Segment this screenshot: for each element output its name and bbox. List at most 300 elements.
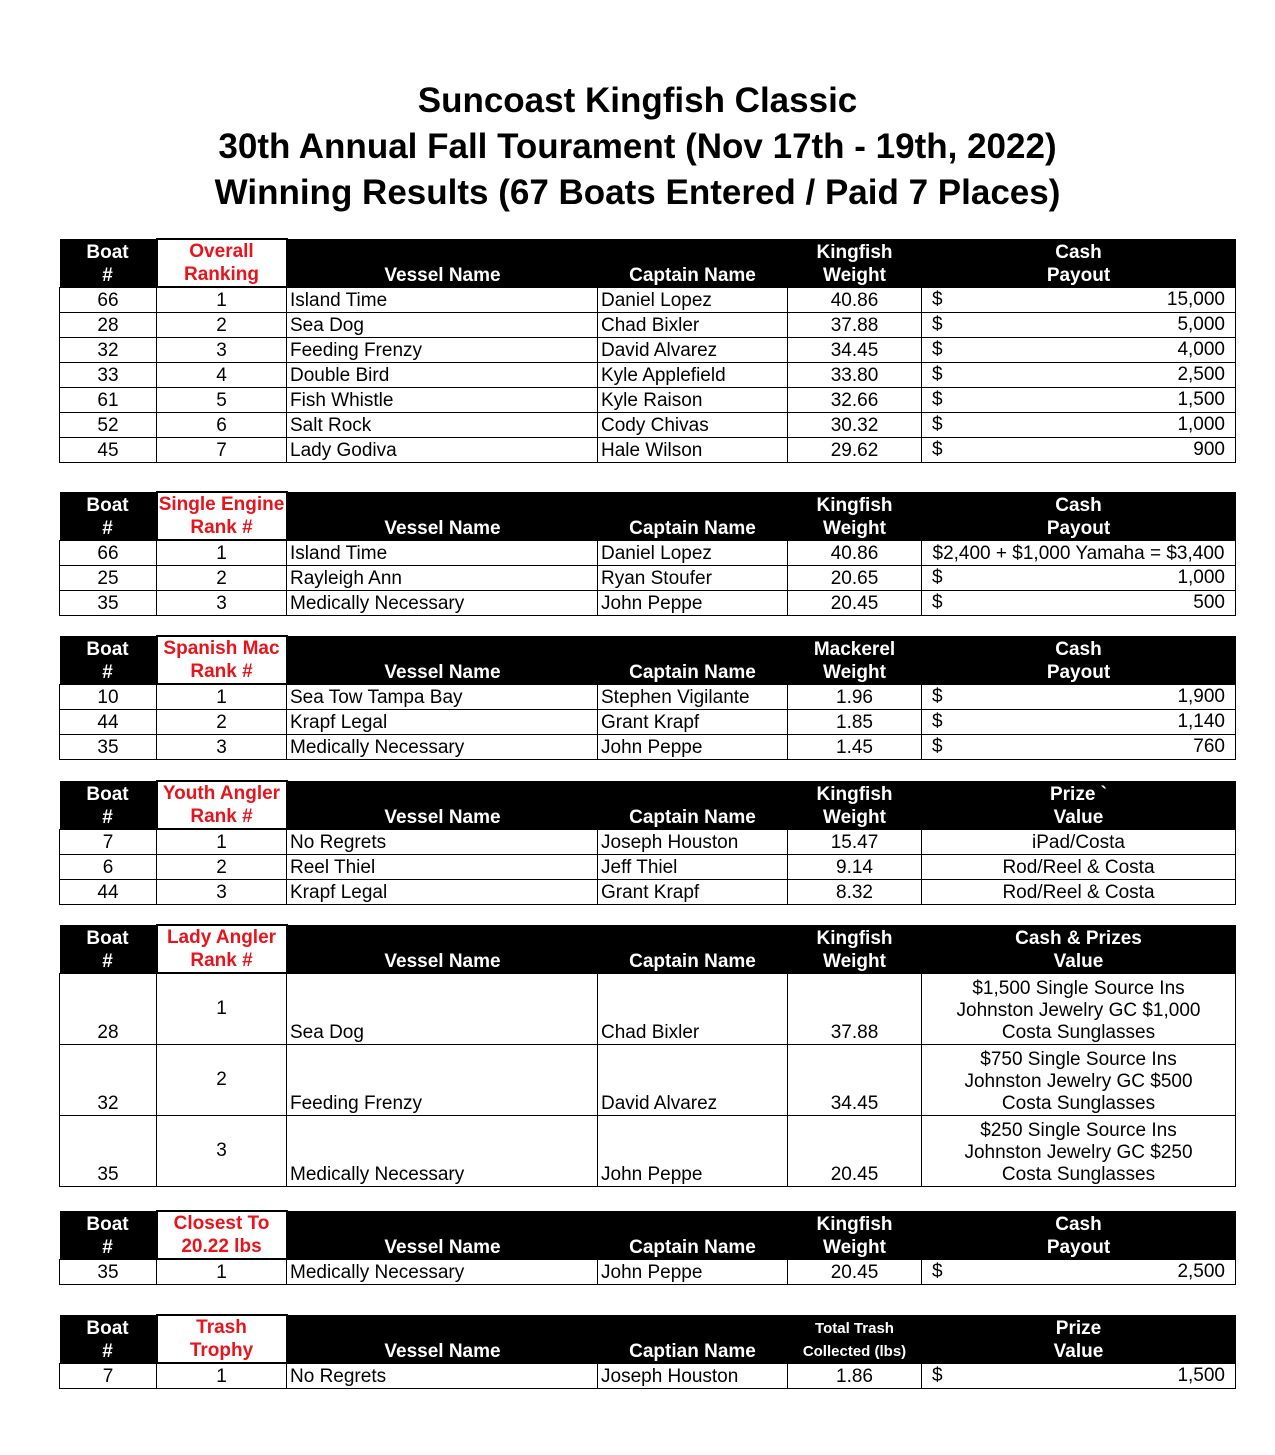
captain-name-cell: Daniel Lopez (598, 287, 788, 313)
currency-symbol: $ (932, 289, 943, 310)
prize-cell (922, 1045, 1236, 1116)
vessel-name-cell: Feeding Frenzy (287, 1045, 598, 1116)
table-row (60, 540, 1236, 566)
prize-cell: $2,400 + $1,000 Yamaha = $3,400 (922, 540, 1236, 566)
captain-name-cell: Grant Krapf (598, 880, 788, 905)
rank-cell: 1 (157, 287, 287, 313)
header-prize-line: Prize ` (1049, 783, 1108, 805)
payout-cell (922, 287, 1236, 313)
header-weight-line: Kingfish (816, 241, 893, 263)
vessel-name-cell: Reel Thiel (287, 855, 598, 880)
header-rank-line: Rank # (190, 806, 253, 827)
captain-name-cell: John Peppe (598, 1259, 788, 1285)
table-row (60, 338, 1236, 363)
rank-cell: 3 (157, 880, 287, 905)
rank-cell: 3 (157, 1116, 287, 1187)
header-weight-line: Weight (823, 1236, 886, 1258)
vessel-name-cell: Feeding Frenzy (287, 338, 598, 363)
header-weight-line: Kingfish (816, 1213, 893, 1235)
rank-cell: 2 (157, 710, 287, 735)
header-captain-name: Captain Name (598, 925, 788, 973)
header-boat-number (60, 492, 157, 540)
header-vessel-name: Vessel Name (287, 636, 598, 684)
header-boat-number-line: Boat (86, 783, 129, 805)
currency-symbol: $ (932, 592, 943, 613)
rank-cell: 1 (157, 684, 287, 710)
payout-amount: 1,500 (1177, 1365, 1225, 1386)
vessel-name-cell: Fish Whistle (287, 388, 598, 413)
header-weight-line: Weight (823, 950, 886, 972)
results-table-5 (59, 924, 1236, 1187)
header-boat-number-line: Boat (86, 927, 129, 949)
header-weight (788, 492, 922, 540)
boat-number-cell: 32 (60, 1045, 157, 1116)
weight-cell: 34.45 (788, 1045, 922, 1116)
header-vessel-name: Vessel Name (287, 1315, 598, 1363)
header-rank-line: Rank # (190, 950, 253, 971)
header-prize-line: Value (1053, 806, 1104, 828)
boat-number-cell: 66 (60, 540, 157, 566)
vessel-name-cell: Sea Dog (287, 313, 598, 338)
header-weight (788, 1315, 922, 1363)
header-prize (922, 1315, 1236, 1363)
table-row (60, 855, 1236, 880)
payout-cell (922, 363, 1236, 388)
prize-cell: Rod/Reel & Costa (922, 880, 1236, 905)
table-row (60, 1363, 1236, 1389)
header-vessel-name: Vessel Name (287, 1211, 598, 1259)
header-prize-line: Prize (1055, 1317, 1102, 1339)
currency-symbol: $ (932, 736, 943, 757)
prize-line: Johnston Jewelry GC $250 (964, 1142, 1193, 1163)
header-prize (922, 492, 1236, 540)
prize-line: Johnston Jewelry GC $500 (964, 1071, 1193, 1092)
header-weight-line: Kingfish (816, 783, 893, 805)
weight-cell: 33.80 (788, 363, 922, 388)
header-weight-line: Kingfish (816, 927, 893, 949)
table-row (60, 388, 1236, 413)
weight-cell: 9.14 (788, 855, 922, 880)
table-row (60, 735, 1236, 760)
vessel-name-cell: Double Bird (287, 363, 598, 388)
weight-cell: 1.96 (788, 684, 922, 710)
captain-name-cell: Cody Chivas (598, 413, 788, 438)
currency-symbol: $ (932, 1365, 943, 1386)
boat-number-cell: 45 (60, 438, 157, 463)
boat-number-cell: 44 (60, 880, 157, 905)
boat-number-cell: 35 (60, 591, 157, 616)
header-rank-line: Closest To (173, 1213, 270, 1234)
prize-cell: iPad/Costa (922, 829, 1236, 855)
weight-cell: 40.86 (788, 540, 922, 566)
table-row (60, 1259, 1236, 1285)
rank-cell: 1 (157, 1363, 287, 1389)
vessel-name-cell: Lady Godiva (287, 438, 598, 463)
header-boat-number (60, 636, 157, 684)
header-rank-line: Ranking (184, 264, 259, 285)
rank-cell: 1 (157, 973, 287, 1045)
captain-name-cell: Stephen Vigilante (598, 684, 788, 710)
header-boat-number-line: # (102, 1340, 113, 1362)
header-captain-name: Captian Name (598, 1315, 788, 1363)
captain-name-cell: Kyle Applefield (598, 363, 788, 388)
header-prize (922, 1211, 1236, 1259)
weight-cell: 37.88 (788, 973, 922, 1045)
prize-line: Costa Sunglasses (1001, 1022, 1156, 1043)
header-boat-number (60, 781, 157, 829)
vessel-name-cell: Medically Necessary (287, 1259, 598, 1285)
rank-cell: 4 (157, 363, 287, 388)
currency-symbol: $ (932, 364, 943, 385)
captain-name-cell: Chad Bixler (598, 313, 788, 338)
prize-line: $1,500 Single Source Ins (972, 978, 1185, 999)
rank-cell: 5 (157, 388, 287, 413)
header-boat-number-line: Boat (86, 1213, 129, 1235)
rank-cell: 3 (157, 735, 287, 760)
currency-symbol: $ (932, 414, 943, 435)
table-row (60, 591, 1236, 616)
table-row (60, 710, 1236, 735)
results-table-1 (59, 238, 1236, 463)
rank-cell: 1 (157, 1259, 287, 1285)
title-line-2: 30th Annual Fall Tourament (Nov 17th - 19th, 2022) (218, 127, 1057, 166)
vessel-name-cell: Krapf Legal (287, 710, 598, 735)
weight-cell: 20.45 (788, 1259, 922, 1285)
payout-cell (922, 338, 1236, 363)
table-header-row (60, 239, 1236, 287)
header-rank-line: Single Engine (158, 494, 285, 515)
payout-amount: 4,000 (1177, 339, 1225, 360)
header-prize-line: Cash & Prizes (1015, 927, 1142, 949)
payout-cell (922, 684, 1236, 710)
rank-cell: 1 (157, 829, 287, 855)
header-rank-line: Rank # (190, 517, 253, 538)
weight-cell: 30.32 (788, 413, 922, 438)
header-captain-name: Captain Name (598, 239, 788, 287)
title-line-3: Winning Results (67 Boats Entered / Paid 7 Places) (214, 173, 1061, 212)
header-rank-line: Rank # (190, 661, 253, 682)
boat-number-cell: 28 (60, 973, 157, 1045)
vessel-name-cell: Island Time (287, 287, 598, 313)
table-header-row (60, 492, 1236, 540)
header-vessel-name: Vessel Name (287, 492, 598, 540)
payout-amount: 15,000 (1166, 289, 1225, 310)
header-rank (157, 1211, 287, 1259)
table-row (60, 684, 1236, 710)
header-weight-line: Collected (lbs) (802, 1342, 907, 1360)
results-table-4 (59, 780, 1236, 905)
vessel-name-cell: Medically Necessary (287, 591, 598, 616)
captain-name-cell: Joseph Houston (598, 1363, 788, 1389)
vessel-name-cell: Sea Dog (287, 973, 598, 1045)
vessel-name-cell: Island Time (287, 540, 598, 566)
table-header-row (60, 1211, 1236, 1259)
header-weight (788, 1211, 922, 1259)
results-table-6 (59, 1210, 1236, 1285)
currency-symbol: $ (932, 314, 943, 335)
vessel-name-cell: Sea Tow Tampa Bay (287, 684, 598, 710)
table-header-row (60, 781, 1236, 829)
header-weight (788, 636, 922, 684)
boat-number-cell: 66 (60, 287, 157, 313)
payout-amount: 5,000 (1177, 314, 1225, 335)
header-prize (922, 925, 1236, 973)
rank-cell: 7 (157, 438, 287, 463)
header-vessel-name: Vessel Name (287, 781, 598, 829)
header-weight-line: Weight (823, 517, 886, 539)
header-boat-number-line: # (102, 517, 113, 539)
table-row (60, 413, 1236, 438)
boat-number-cell: 61 (60, 388, 157, 413)
weight-cell: 37.88 (788, 313, 922, 338)
prize-line: $250 Single Source Ins (980, 1120, 1177, 1141)
weight-cell: 1.86 (788, 1363, 922, 1389)
header-rank (157, 636, 287, 684)
header-prize-line: Cash (1055, 494, 1102, 516)
header-prize-line: Cash (1055, 241, 1102, 263)
header-weight-line: Mackerel (813, 638, 896, 660)
results-table-7 (59, 1314, 1236, 1389)
results-table-3 (59, 635, 1236, 760)
rank-cell: 2 (157, 313, 287, 338)
boat-number-cell: 32 (60, 338, 157, 363)
header-weight-line: Weight (823, 806, 886, 828)
header-boat-number-line: Boat (86, 494, 129, 516)
title-line-1: Suncoast Kingfish Classic (417, 81, 858, 120)
header-boat-number (60, 1211, 157, 1259)
captain-name-cell: John Peppe (598, 591, 788, 616)
header-prize-line: Payout (1046, 264, 1111, 286)
document-title (0, 78, 1275, 216)
vessel-name-cell: No Regrets (287, 829, 598, 855)
currency-symbol: $ (932, 439, 943, 460)
header-prize-line: Value (1053, 950, 1104, 972)
rank-cell: 3 (157, 338, 287, 363)
rank-cell: 2 (157, 566, 287, 591)
prize-line: Costa Sunglasses (1001, 1164, 1156, 1185)
rank-cell: 2 (157, 1045, 287, 1116)
captain-name-cell: Daniel Lopez (598, 540, 788, 566)
currency-symbol: $ (932, 567, 943, 588)
header-captain-name: Captain Name (598, 636, 788, 684)
header-boat-number-line: # (102, 950, 113, 972)
header-boat-number-line: Boat (86, 241, 129, 263)
header-prize (922, 781, 1236, 829)
weight-cell: 20.65 (788, 566, 922, 591)
header-prize-line: Value (1053, 1340, 1104, 1362)
boat-number-cell: 35 (60, 735, 157, 760)
header-boat-number-line: # (102, 1236, 113, 1258)
payout-amount: 1,900 (1177, 686, 1225, 707)
weight-cell: 1.85 (788, 710, 922, 735)
table-row (60, 363, 1236, 388)
header-rank-line: Spanish Mac (163, 638, 280, 659)
payout-cell (922, 438, 1236, 463)
payout-cell (922, 566, 1236, 591)
payout-amount: 1,500 (1177, 389, 1225, 410)
header-captain-name: Captain Name (598, 492, 788, 540)
weight-cell: 29.62 (788, 438, 922, 463)
table-row (60, 313, 1236, 338)
payout-cell (922, 591, 1236, 616)
header-rank (157, 492, 287, 540)
boat-number-cell: 10 (60, 684, 157, 710)
header-weight (788, 239, 922, 287)
weight-cell: 20.45 (788, 591, 922, 616)
vessel-name-cell: Medically Necessary (287, 735, 598, 760)
header-boat-number-line: # (102, 661, 113, 683)
table-row (60, 880, 1236, 905)
header-boat-number-line: Boat (86, 1317, 129, 1339)
header-weight-line: Weight (823, 264, 886, 286)
rank-cell: 3 (157, 591, 287, 616)
weight-cell: 32.66 (788, 388, 922, 413)
captain-name-cell: Grant Krapf (598, 710, 788, 735)
header-weight (788, 781, 922, 829)
header-weight-line: Weight (823, 661, 886, 683)
table-header-row (60, 636, 1236, 684)
header-rank-line: Overall (189, 241, 254, 262)
boat-number-cell: 35 (60, 1116, 157, 1187)
header-weight-line: Kingfish (816, 494, 893, 516)
prize-cell (922, 973, 1236, 1045)
payout-cell (922, 1363, 1236, 1389)
vessel-name-cell: Salt Rock (287, 413, 598, 438)
header-rank-line: Trophy (189, 1340, 254, 1361)
header-prize-line: Payout (1046, 517, 1111, 539)
table-header-row (60, 925, 1236, 973)
header-rank (157, 1315, 287, 1363)
payout-cell (922, 313, 1236, 338)
header-prize-line: Cash (1055, 638, 1102, 660)
captain-name-cell: Jeff Thiel (598, 855, 788, 880)
captain-name-cell: Kyle Raison (598, 388, 788, 413)
currency-symbol: $ (932, 339, 943, 360)
captain-name-cell: John Peppe (598, 735, 788, 760)
prize-line: $750 Single Source Ins (980, 1049, 1177, 1070)
prize-cell: Rod/Reel & Costa (922, 855, 1236, 880)
payout-amount: 2,500 (1177, 1261, 1225, 1282)
header-rank (157, 781, 287, 829)
captain-name-cell: John Peppe (598, 1116, 788, 1187)
boat-number-cell: 6 (60, 855, 157, 880)
captain-name-cell: David Alvarez (598, 1045, 788, 1116)
header-boat-number (60, 925, 157, 973)
header-rank-line: Lady Angler (166, 927, 277, 948)
header-weight-line: Total Trash (815, 1319, 894, 1337)
captain-name-cell: Hale Wilson (598, 438, 788, 463)
payout-amount: 1,000 (1177, 567, 1225, 588)
vessel-name-cell: Krapf Legal (287, 880, 598, 905)
header-rank (157, 925, 287, 973)
table-row (60, 438, 1236, 463)
boat-number-cell: 44 (60, 710, 157, 735)
captain-name-cell: Ryan Stoufer (598, 566, 788, 591)
weight-cell: 1.45 (788, 735, 922, 760)
boat-number-cell: 52 (60, 413, 157, 438)
boat-number-cell: 35 (60, 1259, 157, 1285)
header-boat-number (60, 239, 157, 287)
payout-amount: 1,000 (1177, 414, 1225, 435)
header-boat-number-line: Boat (86, 638, 129, 660)
boat-number-cell: 7 (60, 1363, 157, 1389)
header-captain-name: Captain Name (598, 1211, 788, 1259)
header-boat-number (60, 1315, 157, 1363)
header-weight (788, 925, 922, 973)
rank-cell: 2 (157, 855, 287, 880)
vessel-name-cell: No Regrets (287, 1363, 598, 1389)
table-header-row (60, 1315, 1236, 1363)
payout-amount: 760 (1193, 736, 1225, 757)
header-boat-number-line: # (102, 264, 113, 286)
header-captain-name: Captain Name (598, 781, 788, 829)
payout-amount: 1,140 (1177, 711, 1225, 732)
payout-cell (922, 1259, 1236, 1285)
payout-cell (922, 413, 1236, 438)
weight-cell: 20.45 (788, 1116, 922, 1187)
table-row (60, 829, 1236, 855)
captain-name-cell: Joseph Houston (598, 829, 788, 855)
header-vessel-name: Vessel Name (287, 925, 598, 973)
table-row (60, 566, 1236, 591)
weight-cell: 40.86 (788, 287, 922, 313)
weight-cell: 8.32 (788, 880, 922, 905)
prize-cell (922, 1116, 1236, 1187)
boat-number-cell: 25 (60, 566, 157, 591)
header-prize (922, 636, 1236, 684)
table-row (60, 973, 1236, 1045)
weight-cell: 34.45 (788, 338, 922, 363)
vessel-name-cell: Rayleigh Ann (287, 566, 598, 591)
currency-symbol: $ (932, 686, 943, 707)
payout-amount: 500 (1193, 592, 1225, 613)
boat-number-cell: 7 (60, 829, 157, 855)
header-boat-number-line: # (102, 806, 113, 828)
boat-number-cell: 28 (60, 313, 157, 338)
prize-line: Costa Sunglasses (1001, 1093, 1156, 1114)
currency-symbol: $ (932, 1261, 943, 1282)
table-row (60, 1116, 1236, 1187)
payout-cell (922, 710, 1236, 735)
header-prize-line: Cash (1055, 1213, 1102, 1235)
prize-line: Johnston Jewelry GC $1,000 (956, 1000, 1201, 1021)
captain-name-cell: Chad Bixler (598, 973, 788, 1045)
boat-number-cell: 33 (60, 363, 157, 388)
table-row (60, 1045, 1236, 1116)
header-vessel-name: Vessel Name (287, 239, 598, 287)
results-table-2 (59, 491, 1236, 616)
captain-name-cell: David Alvarez (598, 338, 788, 363)
rank-cell: 6 (157, 413, 287, 438)
weight-cell: 15.47 (788, 829, 922, 855)
payout-cell (922, 388, 1236, 413)
header-prize-line: Payout (1046, 661, 1111, 683)
payout-amount: 2,500 (1177, 364, 1225, 385)
header-rank-line: Trash (196, 1317, 247, 1338)
currency-symbol: $ (932, 389, 943, 410)
currency-symbol: $ (932, 711, 943, 732)
header-prize (922, 239, 1236, 287)
header-rank-line: 20.22 lbs (181, 1236, 262, 1257)
header-rank (157, 239, 287, 287)
header-prize-line: Payout (1046, 1236, 1111, 1258)
payout-cell (922, 735, 1236, 760)
payout-amount: 900 (1193, 439, 1225, 460)
rank-cell: 1 (157, 540, 287, 566)
vessel-name-cell: Medically Necessary (287, 1116, 598, 1187)
header-rank-line: Youth Angler (162, 783, 281, 804)
table-row (60, 287, 1236, 313)
